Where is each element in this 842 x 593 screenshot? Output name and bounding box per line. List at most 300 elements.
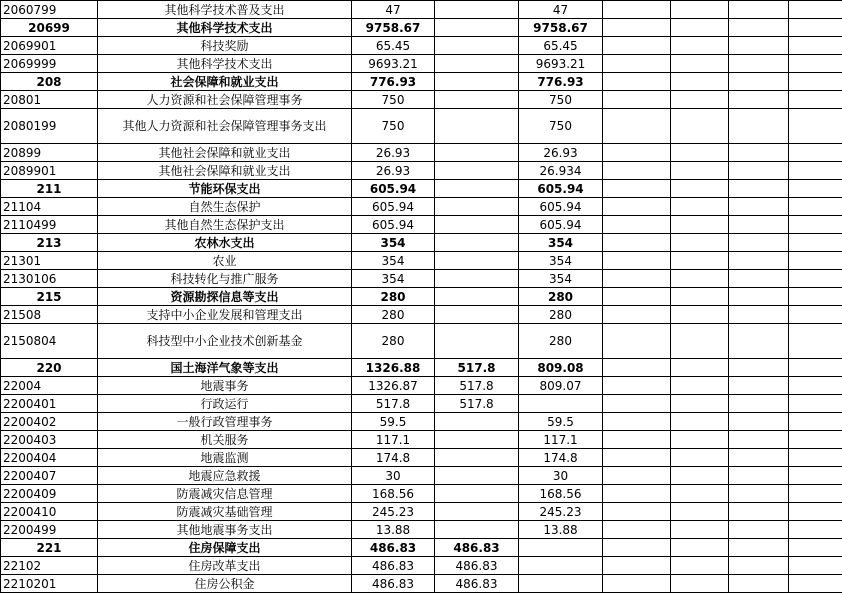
basic-expenditure-cell [435,252,519,270]
basic-expenditure-cell [435,431,519,449]
empty-cell [671,557,729,575]
total-amount-cell: 486.83 [352,539,435,557]
empty-cell [729,234,789,252]
empty-cell [603,306,671,324]
total-amount-cell: 174.8 [352,449,435,467]
basic-expenditure-cell: 517.8 [435,395,519,413]
empty-cell [789,395,842,413]
subject-code-cell: 2069901 [1,37,98,55]
empty-cell [603,37,671,55]
basic-expenditure-cell [435,413,519,431]
empty-cell [789,288,842,306]
subject-code-cell: 211 [1,180,98,198]
project-expenditure-cell: 280 [519,306,603,324]
table-row [1,431,842,449]
empty-cell [603,162,671,180]
empty-cell [789,198,842,216]
total-amount-cell: 30 [352,467,435,485]
basic-expenditure-cell [435,198,519,216]
empty-cell [729,467,789,485]
empty-cell [603,467,671,485]
total-amount-cell: 605.94 [352,198,435,216]
empty-cell [603,575,671,593]
total-amount-cell: 168.56 [352,485,435,503]
subject-name-cell: 自然生态保护 [98,198,352,216]
empty-cell [789,521,842,539]
empty-cell [789,324,842,359]
table-row [1,557,842,575]
subject-name-cell: 科技奖励 [98,37,352,55]
project-expenditure-cell: 809.08 [519,359,603,377]
project-expenditure-cell: 750 [519,109,603,144]
basic-expenditure-cell [435,37,519,55]
empty-cell [603,288,671,306]
empty-cell [671,467,729,485]
project-expenditure-cell: 750 [519,91,603,109]
project-expenditure-cell: 605.94 [519,216,603,234]
total-amount-cell: 354 [352,270,435,288]
empty-cell [671,55,729,73]
table-row [1,467,842,485]
empty-cell [789,216,842,234]
basic-expenditure-cell [435,162,519,180]
total-amount-cell: 47 [352,1,435,19]
project-expenditure-cell: 354 [519,234,603,252]
basic-expenditure-cell [435,109,519,144]
empty-cell [603,377,671,395]
subject-name-cell: 地震应急救援 [98,467,352,485]
empty-cell [729,198,789,216]
empty-cell [789,575,842,593]
empty-cell [603,198,671,216]
subject-name-cell: 行政运行 [98,395,352,413]
subject-name-cell: 地震监测 [98,449,352,467]
table-body [1,1,842,593]
empty-cell [603,109,671,144]
subject-name-cell: 住房公积金 [98,575,352,593]
table-row [1,413,842,431]
empty-cell [671,1,729,19]
empty-cell [671,37,729,55]
empty-cell [603,1,671,19]
empty-cell [671,288,729,306]
project-expenditure-cell: 605.94 [519,180,603,198]
empty-cell [789,252,842,270]
empty-cell [671,521,729,539]
table-row [1,109,842,144]
empty-cell [729,449,789,467]
empty-cell [671,144,729,162]
project-expenditure-cell: 59.5 [519,413,603,431]
subject-name-cell: 一般行政管理事务 [98,413,352,431]
subject-name-cell: 其他科学技术普及支出 [98,1,352,19]
basic-expenditure-cell [435,216,519,234]
table-row [1,144,842,162]
empty-cell [729,37,789,55]
empty-cell [603,521,671,539]
project-expenditure-cell [519,539,603,557]
total-amount-cell: 517.8 [352,395,435,413]
empty-cell [671,449,729,467]
subject-name-cell: 资源勘探信息等支出 [98,288,352,306]
empty-cell [729,359,789,377]
empty-cell [729,144,789,162]
subject-name-cell: 农林水支出 [98,234,352,252]
project-expenditure-cell: 47 [519,1,603,19]
basic-expenditure-cell [435,467,519,485]
total-amount-cell: 9693.21 [352,55,435,73]
empty-cell [729,180,789,198]
subject-code-cell: 220 [1,359,98,377]
basic-expenditure-cell [435,449,519,467]
project-expenditure-cell: 9693.21 [519,55,603,73]
project-expenditure-cell: 26.934 [519,162,603,180]
subject-code-cell: 213 [1,234,98,252]
empty-cell [729,55,789,73]
subject-code-cell: 21104 [1,198,98,216]
project-expenditure-cell: 168.56 [519,485,603,503]
subject-code-cell: 2210201 [1,575,98,593]
project-expenditure-cell: 354 [519,270,603,288]
total-amount-cell: 354 [352,252,435,270]
empty-cell [729,19,789,37]
empty-cell [603,180,671,198]
empty-cell [729,270,789,288]
empty-cell [603,503,671,521]
table-row [1,324,842,359]
project-expenditure-cell: 809.07 [519,377,603,395]
table-row [1,180,842,198]
empty-cell [729,288,789,306]
subject-code-cell: 221 [1,539,98,557]
empty-cell [789,234,842,252]
total-amount-cell: 605.94 [352,180,435,198]
project-expenditure-cell: 174.8 [519,449,603,467]
basic-expenditure-cell [435,180,519,198]
empty-cell [603,413,671,431]
basic-expenditure-cell [435,485,519,503]
empty-cell [789,449,842,467]
empty-cell [789,359,842,377]
empty-cell [603,395,671,413]
empty-cell [603,431,671,449]
subject-name-cell: 防震减灾基础管理 [98,503,352,521]
subject-name-cell: 地震事务 [98,377,352,395]
subject-code-cell: 22004 [1,377,98,395]
empty-cell [729,395,789,413]
empty-cell [671,359,729,377]
total-amount-cell: 13.88 [352,521,435,539]
empty-cell [603,73,671,91]
empty-cell [789,91,842,109]
project-expenditure-cell: 117.1 [519,431,603,449]
empty-cell [729,539,789,557]
subject-name-cell: 其他自然生态保护支出 [98,216,352,234]
empty-cell [603,539,671,557]
subject-code-cell: 2060799 [1,1,98,19]
basic-expenditure-cell [435,521,519,539]
project-expenditure-cell: 26.93 [519,144,603,162]
subject-code-cell: 2069999 [1,55,98,73]
subject-name-cell: 其他科学技术支出 [98,55,352,73]
empty-cell [729,413,789,431]
empty-cell [729,252,789,270]
subject-name-cell: 科技型中小企业技术创新基金 [98,324,352,359]
subject-name-cell: 其他人力资源和社会保障管理事务支出 [98,109,352,144]
basic-expenditure-cell: 486.83 [435,539,519,557]
basic-expenditure-cell [435,288,519,306]
empty-cell [789,413,842,431]
total-amount-cell: 750 [352,91,435,109]
project-expenditure-cell: 9758.67 [519,19,603,37]
empty-cell [789,377,842,395]
basic-expenditure-cell [435,234,519,252]
subject-code-cell: 2200410 [1,503,98,521]
empty-cell [671,503,729,521]
subject-name-cell: 住房保障支出 [98,539,352,557]
empty-cell [603,216,671,234]
empty-cell [729,109,789,144]
empty-cell [671,162,729,180]
subject-code-cell: 2089901 [1,162,98,180]
table-row [1,91,842,109]
project-expenditure-cell [519,395,603,413]
project-expenditure-cell: 30 [519,467,603,485]
basic-expenditure-cell [435,324,519,359]
total-amount-cell: 59.5 [352,413,435,431]
empty-cell [789,485,842,503]
empty-cell [671,395,729,413]
table-row [1,521,842,539]
subject-name-cell: 住房改革支出 [98,557,352,575]
empty-cell [729,306,789,324]
table-row [1,359,842,377]
basic-expenditure-cell [435,270,519,288]
empty-cell [729,557,789,575]
subject-code-cell: 20801 [1,91,98,109]
table-row [1,575,842,593]
basic-expenditure-cell [435,19,519,37]
project-expenditure-cell: 280 [519,288,603,306]
empty-cell [729,162,789,180]
empty-cell [603,324,671,359]
subject-code-cell: 20899 [1,144,98,162]
subject-name-cell: 其他社会保障和就业支出 [98,144,352,162]
empty-cell [671,431,729,449]
empty-cell [729,431,789,449]
subject-code-cell: 2200401 [1,395,98,413]
table-row [1,234,842,252]
empty-cell [603,449,671,467]
empty-cell [671,91,729,109]
basic-expenditure-cell [435,503,519,521]
subject-code-cell: 2080199 [1,109,98,144]
total-amount-cell: 605.94 [352,216,435,234]
subject-name-cell: 国土海洋气象等支出 [98,359,352,377]
empty-cell [789,73,842,91]
subject-code-cell: 208 [1,73,98,91]
subject-code-cell: 22102 [1,557,98,575]
empty-cell [789,467,842,485]
empty-cell [729,503,789,521]
empty-cell [603,234,671,252]
table-row [1,19,842,37]
empty-cell [671,270,729,288]
basic-expenditure-cell [435,1,519,19]
subject-name-cell: 机关服务 [98,431,352,449]
table-row [1,198,842,216]
table-row [1,37,842,55]
table-row [1,377,842,395]
empty-cell [789,37,842,55]
table-row [1,395,842,413]
table-row [1,485,842,503]
empty-cell [603,270,671,288]
total-amount-cell: 280 [352,306,435,324]
empty-cell [671,234,729,252]
empty-cell [671,539,729,557]
subject-code-cell: 2110499 [1,216,98,234]
total-amount-cell: 26.93 [352,144,435,162]
table-row [1,503,842,521]
empty-cell [603,19,671,37]
table-row [1,162,842,180]
empty-cell [789,1,842,19]
subject-code-cell: 2150804 [1,324,98,359]
total-amount-cell: 245.23 [352,503,435,521]
subject-name-cell: 其他科学技术支出 [98,19,352,37]
subject-code-cell: 2200403 [1,431,98,449]
subject-name-cell: 支持中小企业发展和管理支出 [98,306,352,324]
total-amount-cell: 9758.67 [352,19,435,37]
empty-cell [671,180,729,198]
subject-name-cell: 其他社会保障和就业支出 [98,162,352,180]
empty-cell [789,431,842,449]
empty-cell [729,575,789,593]
empty-cell [671,73,729,91]
table-row [1,216,842,234]
subject-code-cell: 215 [1,288,98,306]
empty-cell [671,575,729,593]
empty-cell [671,306,729,324]
total-amount-cell: 750 [352,109,435,144]
project-expenditure-cell: 776.93 [519,73,603,91]
project-expenditure-cell [519,557,603,575]
total-amount-cell: 1326.88 [352,359,435,377]
subject-code-cell: 2200499 [1,521,98,539]
empty-cell [603,252,671,270]
table-row [1,449,842,467]
table-row [1,539,842,557]
empty-cell [789,144,842,162]
table-row [1,55,842,73]
empty-cell [603,91,671,109]
empty-cell [789,180,842,198]
total-amount-cell: 486.83 [352,575,435,593]
table-row [1,270,842,288]
project-expenditure-cell: 65.45 [519,37,603,55]
empty-cell [671,485,729,503]
basic-expenditure-cell: 486.83 [435,575,519,593]
basic-expenditure-cell [435,73,519,91]
empty-cell [789,503,842,521]
empty-cell [729,1,789,19]
empty-cell [789,557,842,575]
empty-cell [671,324,729,359]
basic-expenditure-cell [435,306,519,324]
subject-name-cell: 科技转化与推广服务 [98,270,352,288]
total-amount-cell: 354 [352,234,435,252]
total-amount-cell: 65.45 [352,37,435,55]
table-row [1,288,842,306]
table-row [1,306,842,324]
empty-cell [789,55,842,73]
total-amount-cell: 117.1 [352,431,435,449]
empty-cell [729,73,789,91]
empty-cell [671,377,729,395]
subject-name-cell: 社会保障和就业支出 [98,73,352,91]
project-expenditure-cell: 245.23 [519,503,603,521]
empty-cell [729,485,789,503]
empty-cell [729,521,789,539]
empty-cell [671,19,729,37]
subject-code-cell: 2200402 [1,413,98,431]
empty-cell [603,144,671,162]
empty-cell [671,198,729,216]
total-amount-cell: 1326.87 [352,377,435,395]
total-amount-cell: 26.93 [352,162,435,180]
empty-cell [789,270,842,288]
empty-cell [603,485,671,503]
empty-cell [789,109,842,144]
subject-code-cell: 20699 [1,19,98,37]
project-expenditure-cell: 354 [519,252,603,270]
subject-code-cell: 2200409 [1,485,98,503]
empty-cell [789,162,842,180]
project-expenditure-cell: 605.94 [519,198,603,216]
basic-expenditure-cell: 486.83 [435,557,519,575]
subject-code-cell: 21508 [1,306,98,324]
subject-name-cell: 人力资源和社会保障管理事务 [98,91,352,109]
basic-expenditure-cell [435,55,519,73]
subject-code-cell: 2200407 [1,467,98,485]
empty-cell [671,109,729,144]
subject-name-cell: 其他地震事务支出 [98,521,352,539]
empty-cell [729,377,789,395]
basic-expenditure-cell: 517.8 [435,377,519,395]
project-expenditure-cell [519,575,603,593]
empty-cell [789,539,842,557]
table-row [1,252,842,270]
basic-expenditure-cell [435,144,519,162]
empty-cell [671,252,729,270]
empty-cell [671,216,729,234]
total-amount-cell: 776.93 [352,73,435,91]
table-row [1,1,842,19]
empty-cell [789,19,842,37]
subject-code-cell: 2200404 [1,449,98,467]
project-expenditure-cell: 13.88 [519,521,603,539]
empty-cell [729,91,789,109]
total-amount-cell: 486.83 [352,557,435,575]
table-row [1,73,842,91]
empty-cell [603,55,671,73]
empty-cell [789,306,842,324]
total-amount-cell: 280 [352,324,435,359]
basic-expenditure-cell [435,91,519,109]
subject-name-cell: 防震减灾信息管理 [98,485,352,503]
total-amount-cell: 280 [352,288,435,306]
